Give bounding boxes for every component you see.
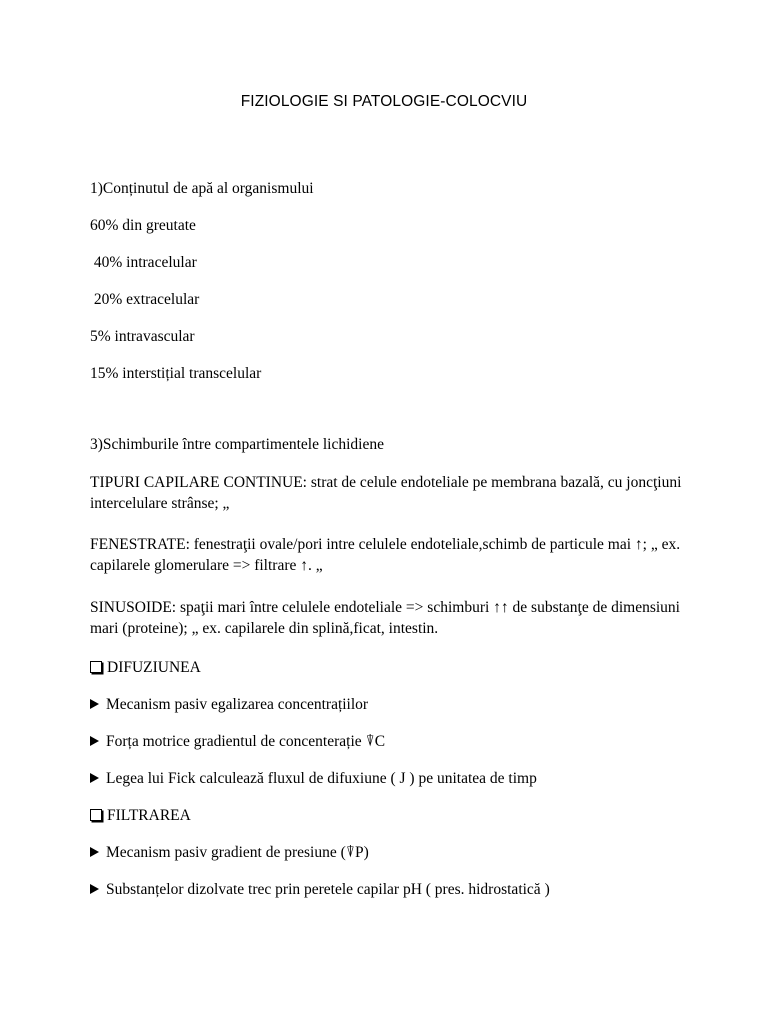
paragraph-sinusoide: SINUSOIDE: spaţii mari între celulele endoteliale => schimburi ↑↑ de substanţe de dimensiuni mari (proteine); „ ex. capilarele din splină,ficat, intestin. [90,599,680,637]
checkbox-bullet-icon [90,809,102,821]
section1-line-interstitial: 15% interstițial transcelular [90,365,262,382]
paragraph-capilare-continue: TIPURI CAPILARE CONTINUE: strat de celule endoteliale pe membrana bazală, cu joncţiuni intercelulare strânse; „ [90,474,682,512]
document-title: FIZIOLOGIE SI PATOLOGIE-COLOCVIU [240,93,528,110]
difuziunea-item-text: Forța motrice gradientul de concenterație ⍒C [106,733,386,750]
arrow-bullet-icon [90,773,99,783]
difuziunea-label: DIFUZIUNEA [107,659,201,676]
arrow-bullet-icon [90,884,99,894]
section1-line-intracellular: 40% intracelular [90,254,197,271]
arrow-bullet-icon [90,847,99,857]
difuziunea-item-text: Legea lui Fick calculează fluxul de difuxiune ( J ) pe unitatea de timp [106,770,537,787]
difuziunea-item-text: Mecanism pasiv egalizarea concentrațiilor [106,696,369,713]
filtrarea-item [90,842,690,863]
filtrarea-heading [90,805,690,826]
filtrarea-item-text: Substanțelor dizolvate trec prin peretele capilar pH ( pres. hidrostatică ) [106,881,550,898]
difuziunea-item [90,694,690,715]
section1-line-extracellular: 20% extracelular [90,291,200,308]
difuziunea-item [90,731,690,752]
difuziunea-item [90,768,690,789]
arrow-bullet-icon [90,699,99,709]
section1-line-weight: 60% din greutate [90,217,196,234]
section1-heading: 1)Conținutul de apă al organismului [90,180,314,197]
filtrarea-item [90,879,690,900]
checkbox-bullet-icon [90,661,102,673]
section3-heading: 3)Schimburile între compartimentele lichidiene [90,436,384,453]
arrow-bullet-icon [90,736,99,746]
section1-line-intravascular: 5% intravascular [90,328,195,345]
filtrarea-item-text: Mecanism pasiv gradient de presiune (⍒P) [106,844,369,861]
filtrarea-label: FILTRAREA [107,807,191,824]
difuziunea-heading [90,657,690,678]
paragraph-fenestrate: FENESTRATE: fenestraţii ovale/pori intre celulele endoteliale,schimb de particule mai ↑; „ ex. capilarele glomerulare => filtrare ↑. „ [90,536,681,574]
